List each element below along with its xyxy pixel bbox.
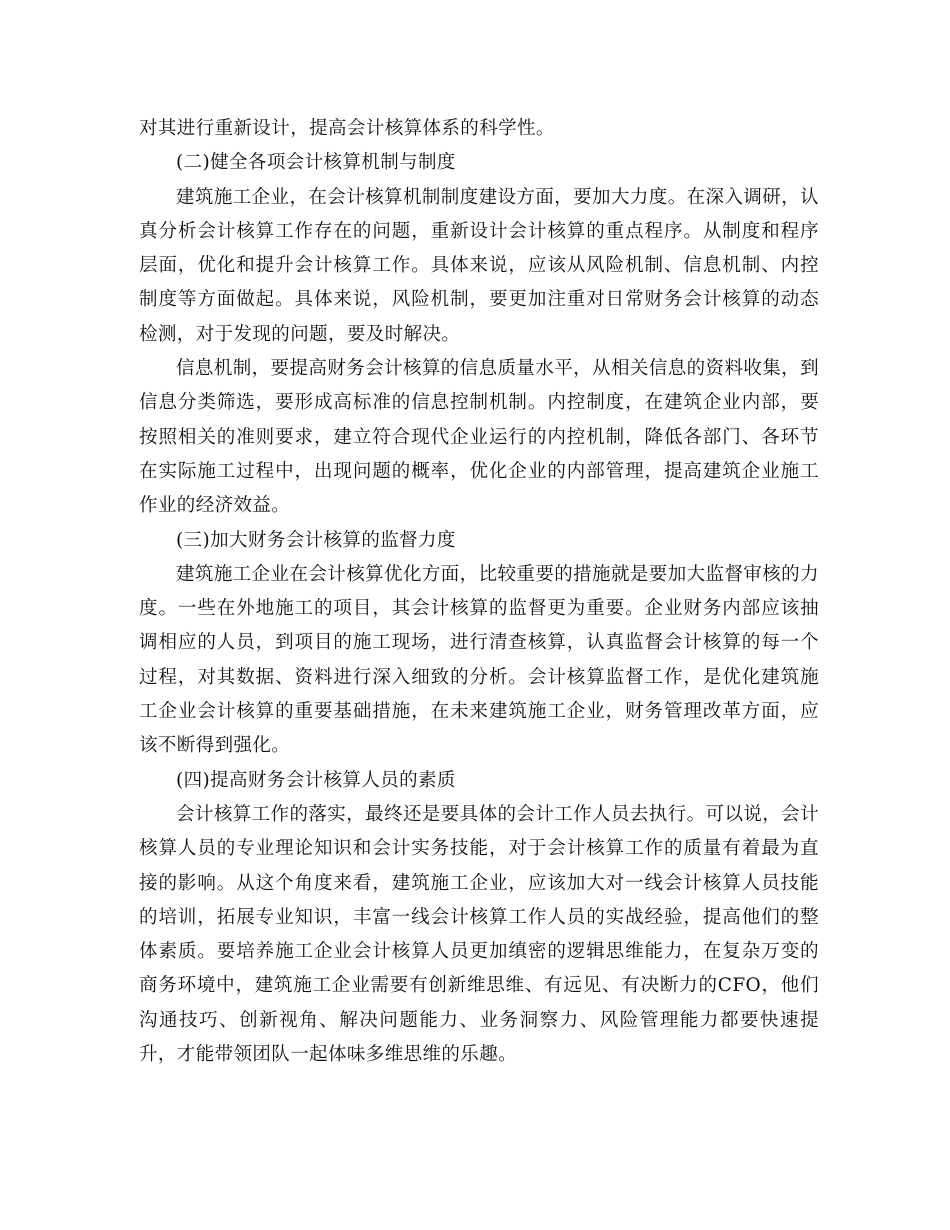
section-heading-3: (三)加大财务会计核算的监督力度 — [176, 529, 456, 551]
paragraph-staff-quality: 会计核算工作的落实，最终还是要具体的会计工作人员去执行。可以说，会计核算人员的专业理论知识和会计实务技能，对于会计核算工作的质量有着最为直接的影响。从这个角度来看，建筑施工企业，应该加大对一线会计核算人员技能的培训，拓展专业知识，丰富一线会计核算工作人员的实战经验，提高他们的整体素质。要培养施工企业会计核算人员更加缜密的逻辑思维能力，在复杂万变的商务环境中，建筑施工企业需要有创新维思维、有远见、有决断力的CFO，他们沟通技巧、创新视角、解决问题能力、业务洞察力、风险管理能力都要快速提升，才能带领团队一起体味多维思维的乐趣。 — [139, 803, 819, 1066]
document-body — [139, 112, 819, 1072]
paragraph-supervision: 建筑施工企业在会计核算优化方面，比较重要的措施就是要加大监督审核的力度。一些在外地施工的项目，其会计核算的监督更为重要。企业财务内部应该抽调相应的人员，到项目的施工现场，进行清查核算，认真监督会计核算的每一个过程，对其数据、资料进行深入细致的分析。会计核算监督工作，是优化建筑施工企业会计核算的重要基础措施，在未来建筑施工企业，财务管理改革方面，应该不断得到强化。 — [139, 563, 819, 757]
paragraph-accounting-mechanism: 建筑施工企业，在会计核算机制制度建设方面，要加大力度。在深入调研，认真分析会计核算工作存在的问题，重新设计会计核算的重点程序。从制度和程序层面，优化和提升会计核算工作。具体来说，应该从风险机制、信息机制、内控制度等方面做起。具体来说，风险机制，要更加注重对日常财务会计核算的动态检测，对于发现的问题，要及时解决。 — [139, 186, 819, 345]
section-heading-4: (四)提高财务会计核算人员的素质 — [176, 769, 456, 791]
paragraph-continuation: 对其进行重新设计，提高会计核算体系的科学性。 — [139, 118, 555, 139]
section-heading-2: (二)健全各项会计核算机制与制度 — [176, 152, 456, 174]
paragraph-information-mechanism: 信息机制，要提高财务会计核算的信息质量水平，从相关信息的资料收集，到信息分类筛选，要形成高标准的信息控制机制。内控制度，在建筑企业内部，要按照相关的准则要求，建立符合现代企业运行的内控机制，降低各部门、各环节在实际施工过程中，出现问题的概率，优化企业的内部管理，提高建筑企业施工作业的经济效益。 — [139, 358, 819, 517]
